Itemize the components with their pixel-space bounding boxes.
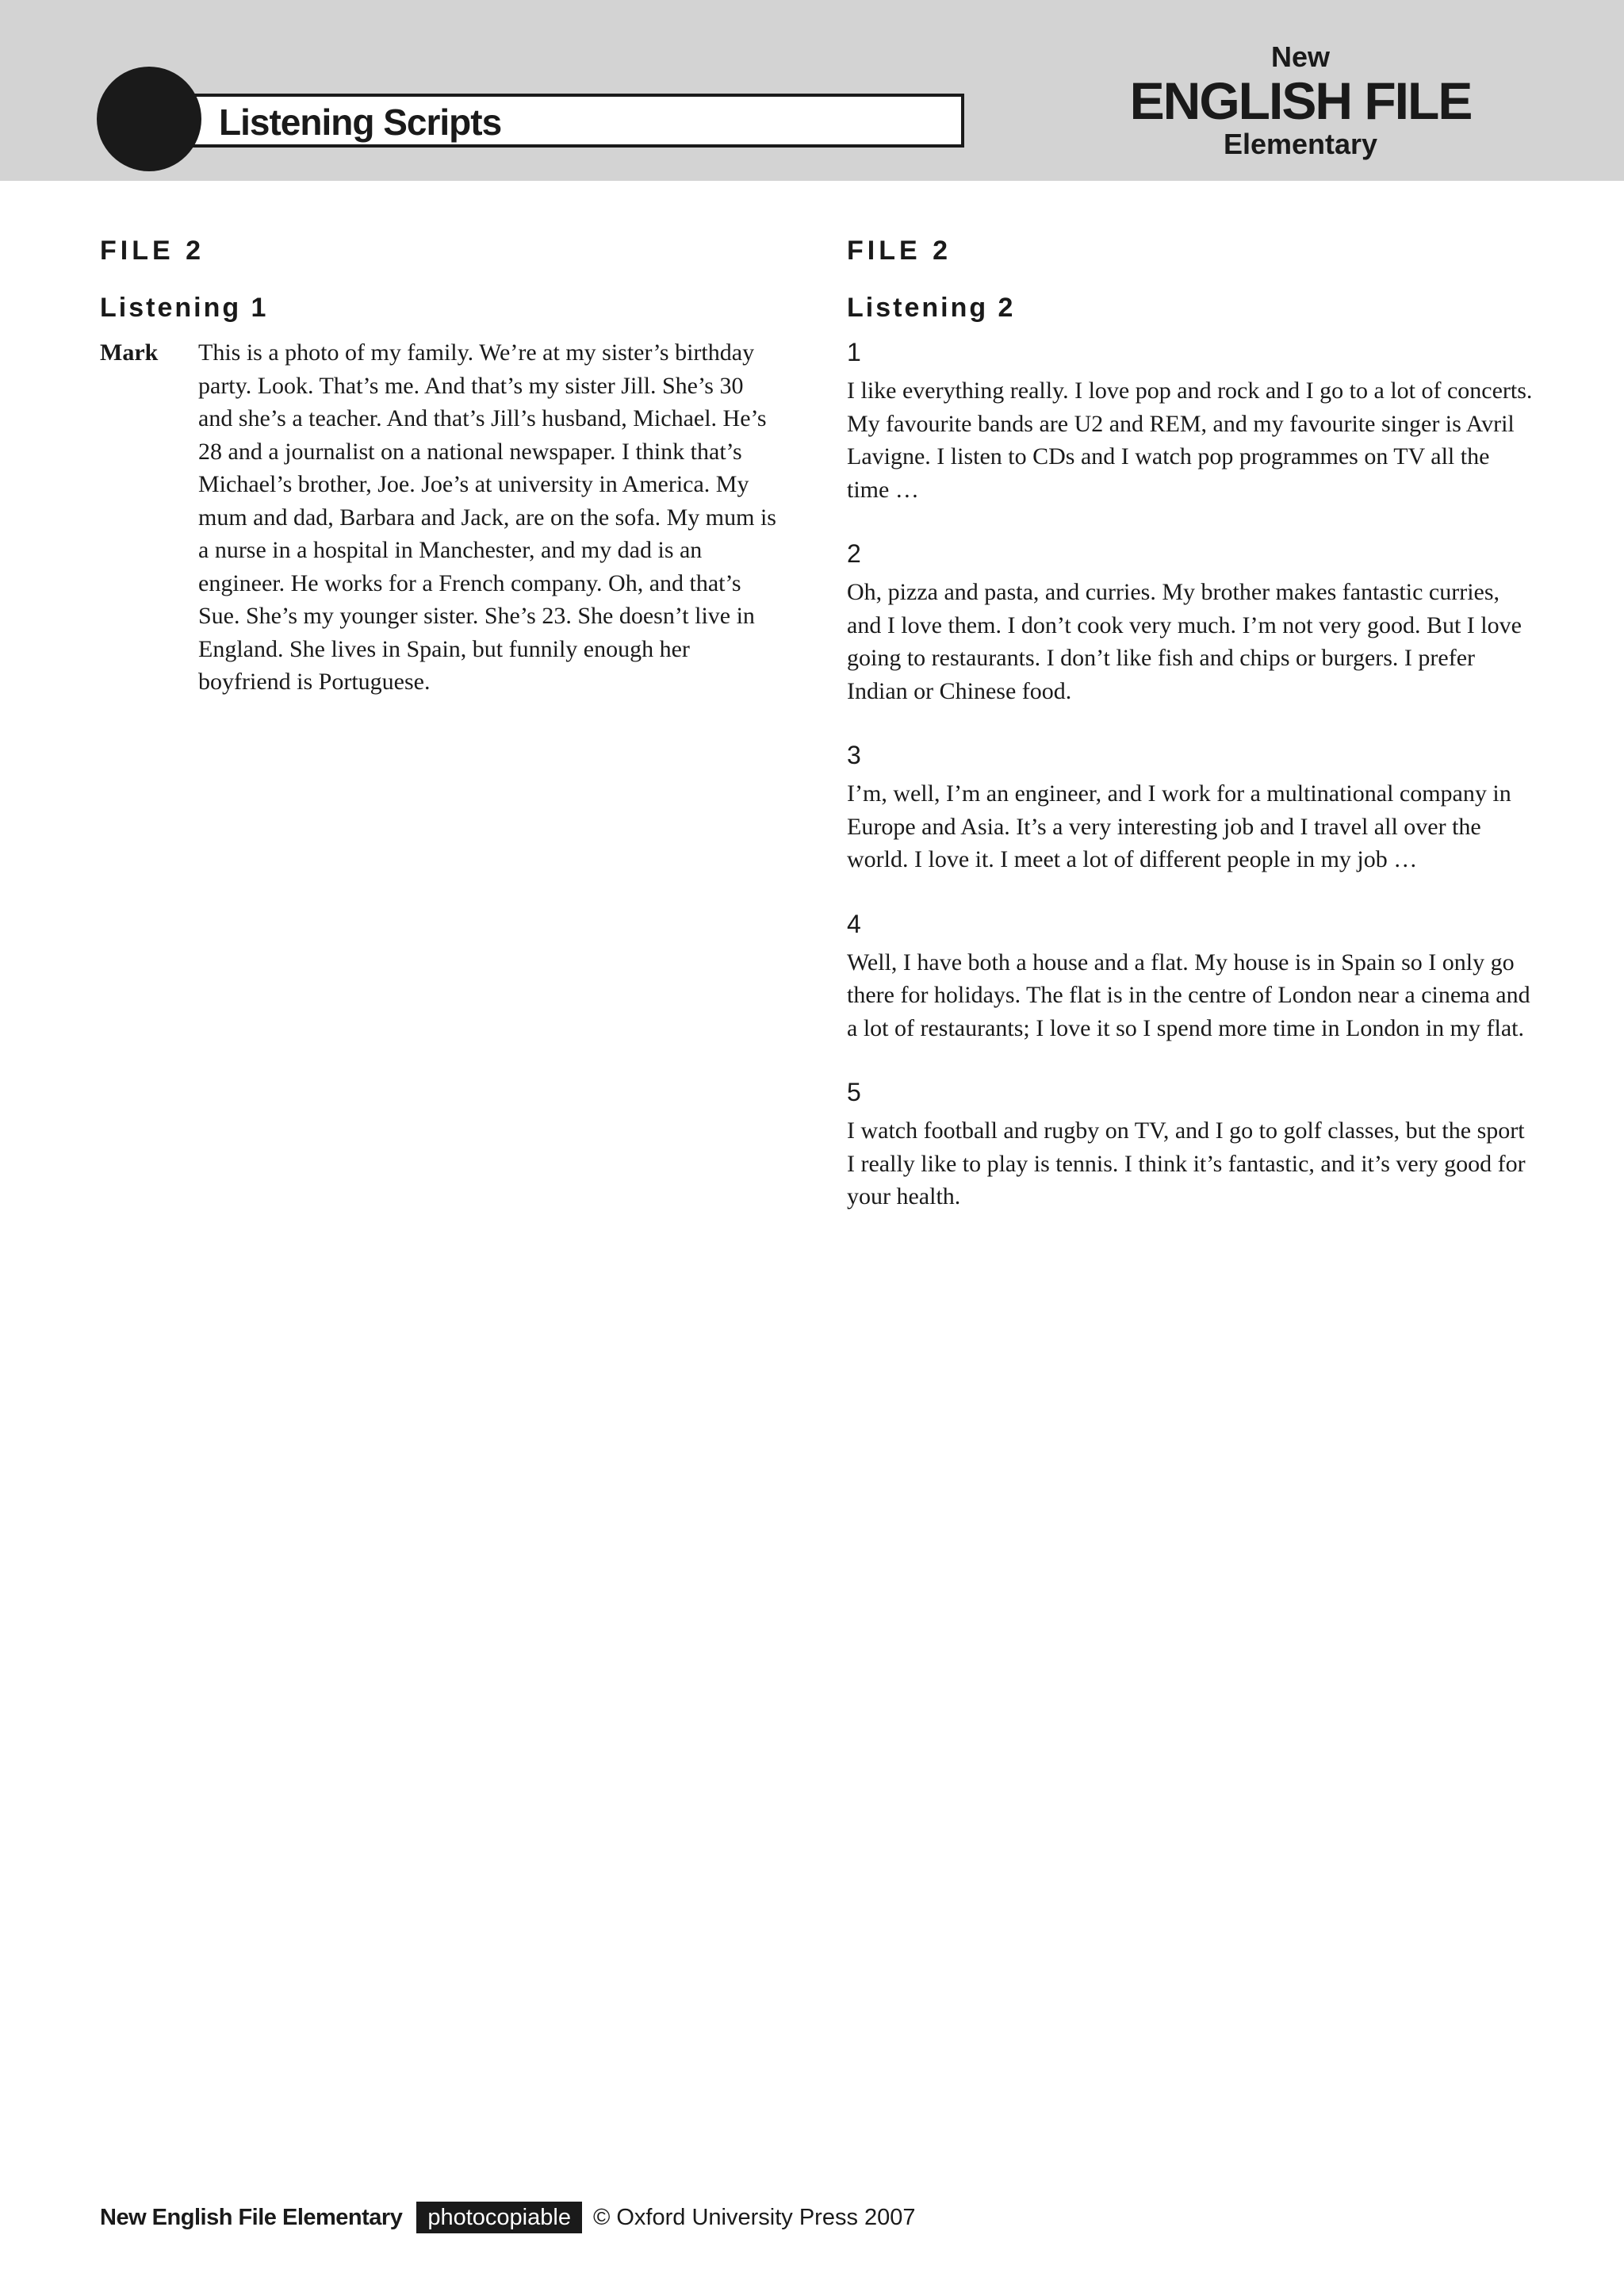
- item-number: 4: [847, 909, 861, 938]
- brand-line-new: New: [1270, 40, 1331, 73]
- left-column: [100, 235, 782, 699]
- footer: [100, 2200, 916, 2235]
- copyright-text: © Oxford University Press 2007: [592, 2204, 916, 2230]
- script-item: [847, 739, 1537, 876]
- section-title: Listening Scripts: [219, 102, 502, 143]
- section-title-box: [190, 94, 964, 148]
- footer-title: New English File Elementary: [100, 2204, 403, 2230]
- script-item: [847, 336, 1537, 506]
- speaker-name: Mark: [100, 339, 159, 366]
- brand-line-english-file: ENGLISH FILE: [1129, 71, 1472, 130]
- header-circle: [97, 67, 201, 171]
- brand-line-elementary: Elementary: [1223, 128, 1378, 160]
- item-number: 3: [847, 741, 861, 769]
- item-text: Oh, pizza and pasta, and curries. My brother makes fantastic curries, and I love them. I don’t cook very much. I’m not very good. But I love going to restaurants. I don’t like fish and chips or burgers. I prefer Indian or Chinese food.: [847, 579, 1522, 704]
- item-text: I like everything really. I love pop and rock and I go to a lot of concerts. My favourite bands are U2 and REM, and my favourite singer is Avril Lavigne. I listen to CDs and I watch pop programmes on TV all the time …: [847, 378, 1533, 503]
- item-text: I’m, well, I’m an engineer, and I work for a multinational company in Europe and Asia. It’s a very interesting job and I travel all over the world. I love it. I meet a lot of different people in my job …: [847, 780, 1511, 872]
- item-number: 2: [847, 539, 861, 568]
- item-number: 1: [847, 338, 861, 366]
- file-heading: FILE 2: [100, 236, 205, 266]
- item-text: Well, I have both a house and a flat. My house is in Spain so I only go there for holidays. The flat is in the centre of London near a cinema and a lot of restaurants; I love it so I spend more time in London in my flat.: [847, 949, 1530, 1041]
- script-row: [100, 336, 782, 699]
- item-text: I watch football and rugby on TV, and I go to golf classes, but the sport I really like to play is tennis. I think it’s fantastic, and it’s very good for your health.: [847, 1117, 1526, 1209]
- script-item: [847, 538, 1537, 707]
- script-item: [847, 908, 1537, 1045]
- item-number: 5: [847, 1078, 861, 1106]
- script-text: This is a photo of my family. We’re at my sister’s birthday party. Look. That’s me. And that’s my sister Jill. She’s 30 and she’s a teacher. And that’s Jill’s husband, Michael. He’s 28 and a journalist on a national newspaper. I think that’s Michael’s brother, Joe. Joe’s at university in America. My mum and dad, Barbara and Jack, are on the sofa. My mum is a nurse in a hospital in Manchester, and my dad is an engineer. He works for a French company. Oh, and that’s Sue. She’s my younger sister. She’s 23. She doesn’t live in England. She lives in Spain, but funnily enough her boyfriend is Portuguese.: [198, 339, 776, 695]
- script-item: [847, 1076, 1537, 1213]
- photocopiable-badge: photocopiable: [416, 2202, 582, 2233]
- listening-heading: Listening 2: [847, 293, 1016, 323]
- file-heading: FILE 2: [847, 236, 952, 266]
- brand-logo: [1126, 41, 1475, 160]
- right-column: [847, 235, 1537, 1245]
- listening-heading: Listening 1: [100, 293, 269, 323]
